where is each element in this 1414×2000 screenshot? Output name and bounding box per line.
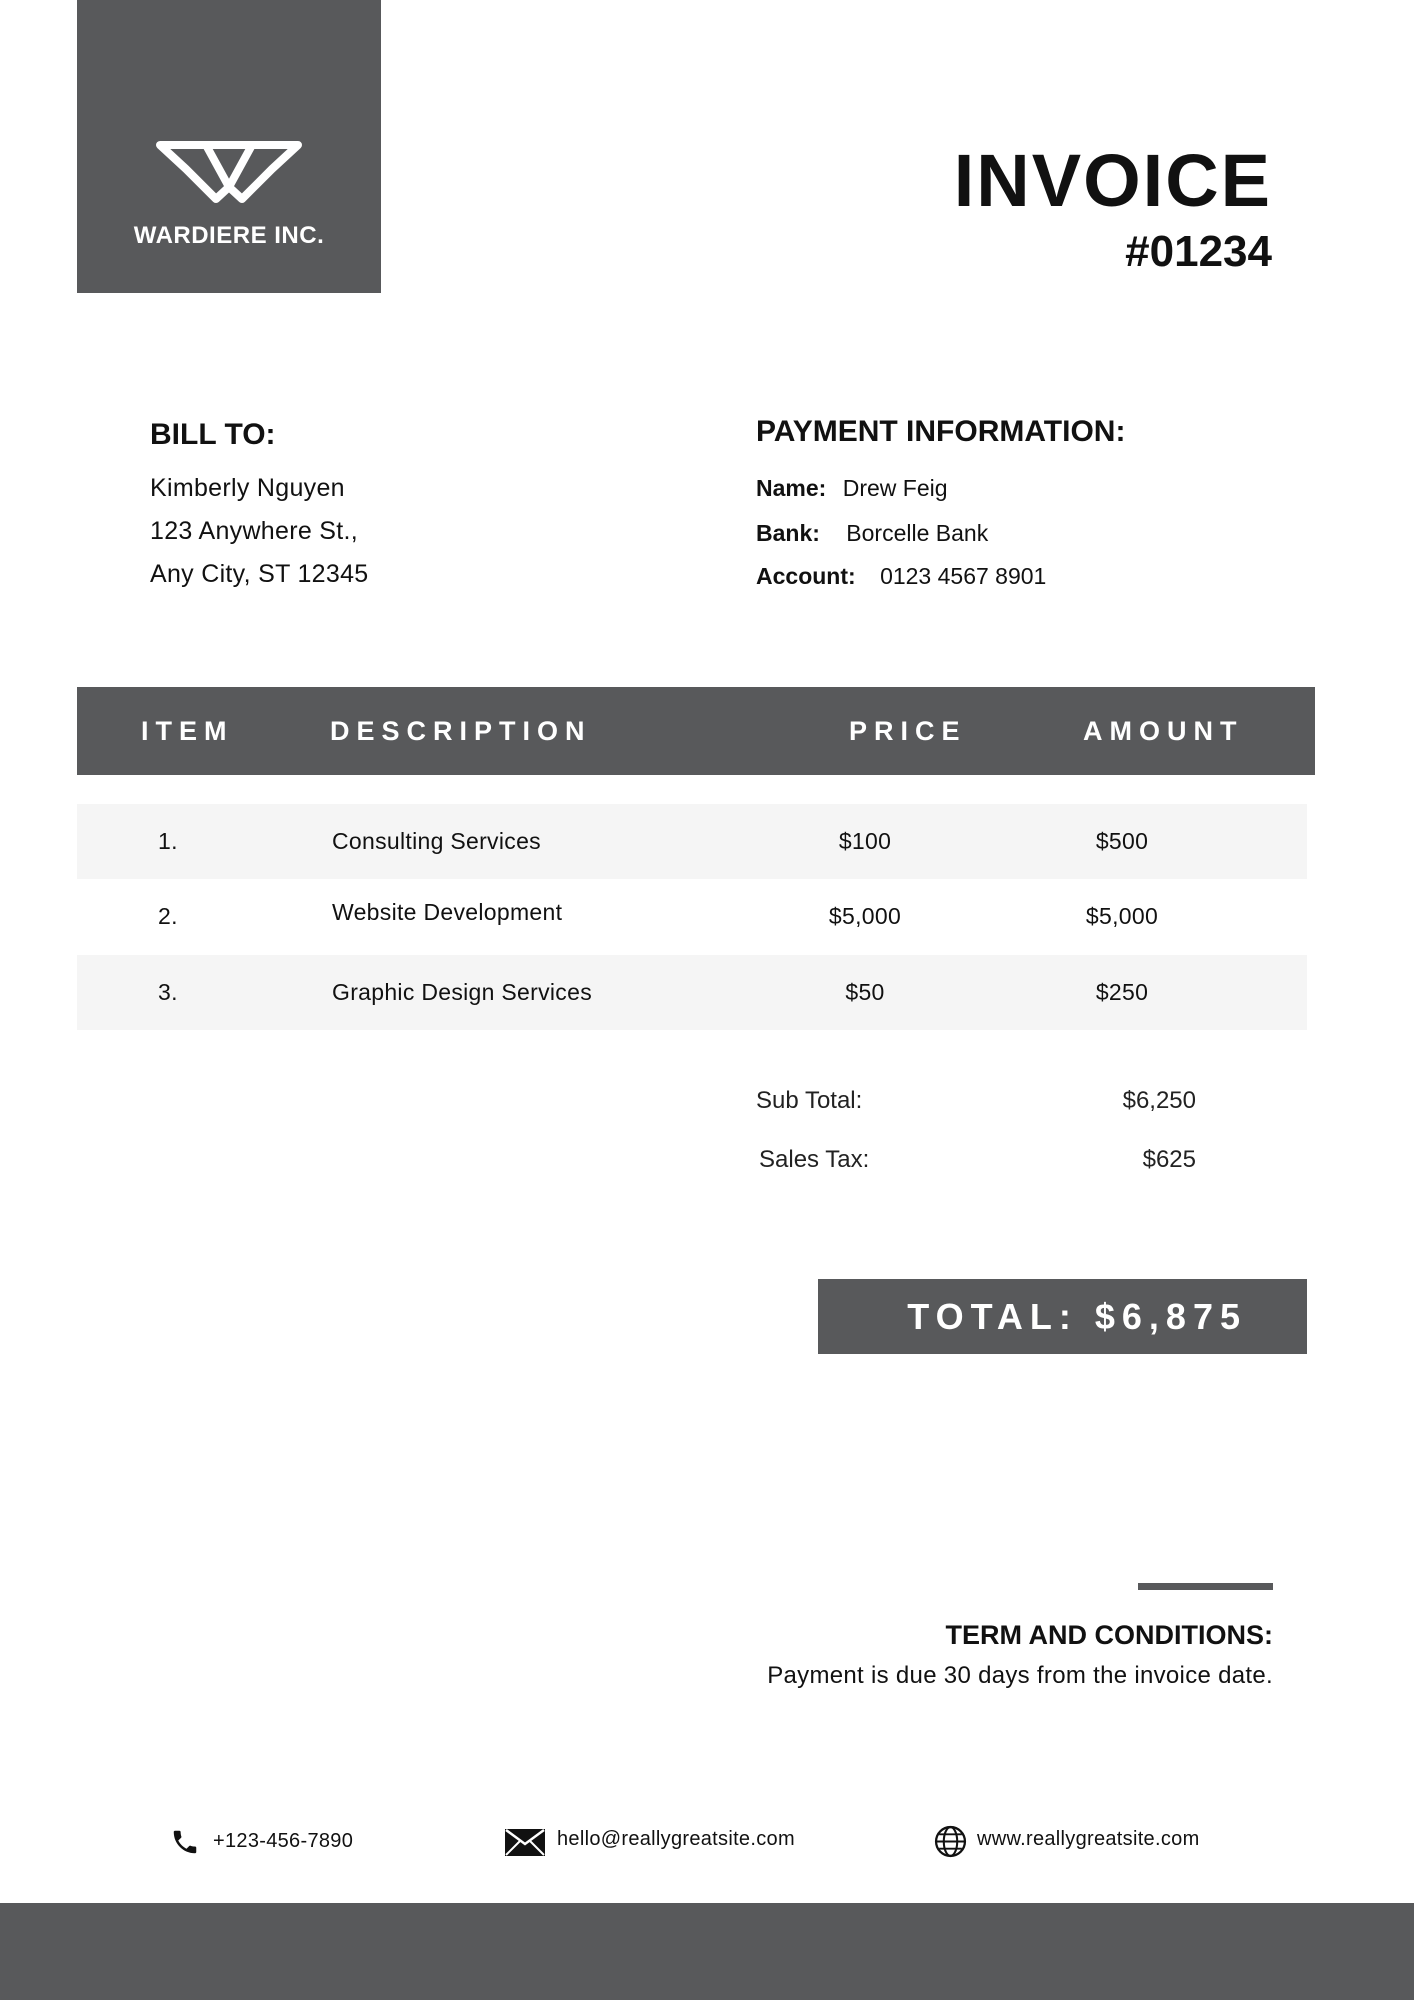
row-price: $5,000 xyxy=(828,903,902,929)
phone-icon xyxy=(170,1827,200,1857)
payment-bank-value: Borcelle Bank xyxy=(846,520,989,546)
globe-icon xyxy=(934,1825,967,1858)
column-header-amount: AMOUNT xyxy=(1083,716,1244,746)
row-amount: $500 xyxy=(1095,828,1149,854)
mail-icon xyxy=(505,1829,545,1856)
table-row xyxy=(77,955,1307,1030)
payment-account-row xyxy=(756,563,1046,590)
total-box xyxy=(818,1279,1307,1354)
terms-heading: TERM AND CONDITIONS: xyxy=(945,1620,1273,1650)
invoice-title: INVOICE xyxy=(953,139,1272,222)
subtotal-value: $6,250 xyxy=(1122,1087,1196,1114)
row-description: Graphic Design Services xyxy=(332,979,593,1005)
company-logo-icon xyxy=(154,137,304,207)
column-header-description: DESCRIPTION xyxy=(330,716,592,746)
column-header-price: PRICE xyxy=(849,716,967,746)
company-logo-block xyxy=(77,0,381,293)
contact-email[interactable]: hello@reallygreatsite.com xyxy=(557,1828,795,1850)
table-row xyxy=(77,804,1307,879)
footer-bar xyxy=(0,1903,1414,2000)
payment-bank-label: Bank: xyxy=(756,520,820,546)
payment-account-label: Account: xyxy=(756,563,856,589)
row-amount: $5,000 xyxy=(1085,903,1159,929)
table-row xyxy=(77,879,1307,954)
subtotal-label: Sub Total: xyxy=(756,1087,863,1114)
payment-name-row xyxy=(756,475,948,502)
row-amount: $250 xyxy=(1095,979,1149,1005)
bill-to-address-line2: Any City, ST 12345 xyxy=(150,560,369,588)
row-item: 2. xyxy=(158,903,178,929)
bill-to-heading: BILL TO: xyxy=(150,418,276,451)
payment-account-value: 0123 4567 8901 xyxy=(880,563,1047,589)
table-header xyxy=(77,687,1315,775)
contact-phone[interactable]: +123-456-7890 xyxy=(213,1830,354,1852)
payment-bank-row xyxy=(756,520,988,547)
row-item: 3. xyxy=(158,979,178,1005)
company-name: WARDIERE INC. xyxy=(133,222,325,249)
row-description: Consulting Services xyxy=(332,828,541,854)
invoice-number: #01234 xyxy=(1125,227,1272,276)
terms-text: Payment is due 30 days from the invoice date. xyxy=(767,1662,1273,1689)
payment-name-value: Drew Feig xyxy=(842,475,948,501)
row-item: 1. xyxy=(158,828,178,854)
bill-to-name: Kimberly Nguyen xyxy=(150,474,345,502)
contact-website[interactable]: www.reallygreatsite.com xyxy=(977,1828,1200,1850)
payment-name-label: Name: xyxy=(756,475,827,501)
row-description: Website Development xyxy=(332,899,563,925)
sales-tax-label: Sales Tax: xyxy=(759,1146,870,1173)
bill-to-address-line1: 123 Anywhere St., xyxy=(150,517,359,545)
row-price: $100 xyxy=(838,828,892,854)
sales-tax-value: $625 xyxy=(1142,1146,1196,1173)
total-amount: TOTAL: $6,875 xyxy=(907,1296,1247,1337)
column-header-item: ITEM xyxy=(141,716,234,746)
payment-info-heading: PAYMENT INFORMATION: xyxy=(756,415,1126,448)
terms-divider xyxy=(1138,1583,1273,1590)
row-price: $50 xyxy=(845,979,885,1005)
